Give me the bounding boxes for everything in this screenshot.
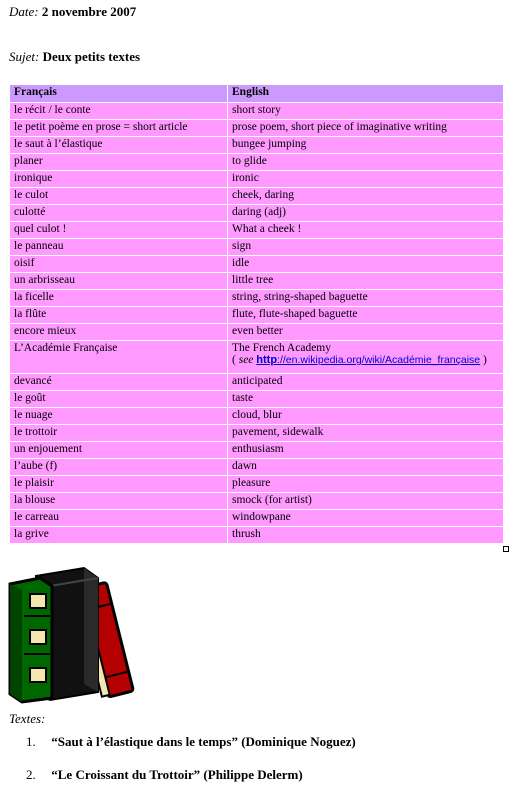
subject-value: Deux petits textes bbox=[42, 49, 141, 64]
table-row bbox=[10, 205, 504, 222]
texts-list bbox=[26, 734, 356, 800]
table-row bbox=[10, 408, 504, 425]
english-cell: windowpane bbox=[228, 510, 504, 527]
column-header-english: English bbox=[228, 85, 504, 103]
french-cell: la flûte bbox=[10, 307, 228, 324]
english-text: The French Academy bbox=[232, 342, 331, 354]
french-cell: encore mieux bbox=[10, 324, 228, 341]
list-item bbox=[26, 767, 356, 800]
table-row bbox=[10, 273, 504, 290]
french-cell: devancé bbox=[10, 374, 228, 391]
english-cell: to glide bbox=[228, 154, 504, 171]
date-label: Date: bbox=[9, 4, 39, 19]
table-row bbox=[10, 290, 504, 307]
table-row bbox=[10, 239, 504, 256]
french-cell: oisif bbox=[10, 256, 228, 273]
english-cell: cloud, blur bbox=[228, 408, 504, 425]
list-item bbox=[26, 734, 356, 767]
french-cell: un enjouement bbox=[10, 442, 228, 459]
table-row bbox=[10, 391, 504, 408]
french-cell: la grive bbox=[10, 527, 228, 544]
english-cell: string, string-shaped baguette bbox=[228, 290, 504, 307]
table-header-row bbox=[10, 85, 504, 103]
french-cell: le petit poème en prose = short article bbox=[10, 120, 228, 137]
table-row-academie bbox=[10, 341, 504, 374]
english-cell: short story bbox=[228, 103, 504, 120]
list-number: 2. bbox=[26, 767, 36, 782]
table-row bbox=[10, 425, 504, 442]
table-row bbox=[10, 324, 504, 341]
french-cell: le carreau bbox=[10, 510, 228, 527]
table-resize-handle[interactable] bbox=[503, 546, 509, 552]
table-row bbox=[10, 476, 504, 493]
link-rest: ://en.wikipedia.org/wiki/Académie_française bbox=[277, 354, 481, 366]
french-cell: un arbrisseau bbox=[10, 273, 228, 290]
table-row bbox=[10, 442, 504, 459]
table-row bbox=[10, 120, 504, 137]
table-row bbox=[10, 307, 504, 324]
english-cell: prose poem, short piece of imaginative writing bbox=[228, 120, 504, 137]
table-row bbox=[10, 493, 504, 510]
french-cell: la ficelle bbox=[10, 290, 228, 307]
english-cell: sign bbox=[228, 239, 504, 256]
english-cell: idle bbox=[228, 256, 504, 273]
table-row bbox=[10, 154, 504, 171]
text-title: “Le Croissant du Trottoir” bbox=[51, 767, 201, 782]
english-cell: cheek, daring bbox=[228, 188, 504, 205]
list-number: 1. bbox=[26, 734, 36, 749]
texts-label: Textes: bbox=[9, 711, 46, 726]
english-cell: enthusiasm bbox=[228, 442, 504, 459]
text-author: (Philippe Delerm) bbox=[203, 767, 303, 782]
english-cell: smock (for artist) bbox=[228, 493, 504, 510]
english-cell: pavement, sidewalk bbox=[228, 425, 504, 442]
see-open: ( bbox=[232, 354, 239, 366]
table-row bbox=[10, 188, 504, 205]
text-author: (Dominique Noguez) bbox=[241, 734, 356, 749]
french-cell: le culot bbox=[10, 188, 228, 205]
subject-line bbox=[9, 49, 140, 65]
french-cell: le récit / le conte bbox=[10, 103, 228, 120]
english-cell: taste bbox=[228, 391, 504, 408]
english-cell: flute, flute-shaped baguette bbox=[228, 307, 504, 324]
french-cell: L’Académie Française bbox=[10, 341, 228, 374]
french-cell: culotté bbox=[10, 205, 228, 222]
french-cell: planer bbox=[10, 154, 228, 171]
see-close: ) bbox=[480, 354, 487, 366]
french-cell: le plaisir bbox=[10, 476, 228, 493]
table-row bbox=[10, 459, 504, 476]
books-clipart-icon bbox=[6, 564, 146, 704]
subject-label: Sujet: bbox=[9, 49, 40, 64]
vocabulary-table bbox=[9, 84, 504, 544]
table-row bbox=[10, 256, 504, 273]
date-value: 2 novembre 2007 bbox=[41, 4, 137, 19]
table-row bbox=[10, 374, 504, 391]
column-header-francais: Français bbox=[10, 85, 228, 103]
french-cell: le panneau bbox=[10, 239, 228, 256]
french-cell: quel culot ! bbox=[10, 222, 228, 239]
english-cell: little tree bbox=[228, 273, 504, 290]
english-cell: dawn bbox=[228, 459, 504, 476]
english-cell: ironic bbox=[228, 171, 504, 188]
table-row bbox=[10, 222, 504, 239]
french-cell: la blouse bbox=[10, 493, 228, 510]
date-line bbox=[9, 4, 136, 20]
text-title: “Saut à l’élastique dans le temps” bbox=[51, 734, 238, 749]
english-cell: What a cheek ! bbox=[228, 222, 504, 239]
french-cell: ironique bbox=[10, 171, 228, 188]
table-row bbox=[10, 137, 504, 154]
english-cell: anticipated bbox=[228, 374, 504, 391]
french-cell: le goût bbox=[10, 391, 228, 408]
english-cell: even better bbox=[228, 324, 504, 341]
table-row bbox=[10, 103, 504, 120]
french-cell: le saut à l’élastique bbox=[10, 137, 228, 154]
english-cell: bungee jumping bbox=[228, 137, 504, 154]
see-word: see bbox=[238, 354, 254, 366]
french-cell: l’aube (f) bbox=[10, 459, 228, 476]
english-cell bbox=[228, 341, 504, 374]
wikipedia-link[interactable] bbox=[256, 354, 480, 366]
table-row bbox=[10, 171, 504, 188]
french-cell: le nuage bbox=[10, 408, 228, 425]
link-http: http bbox=[256, 354, 278, 366]
table-row bbox=[10, 510, 504, 527]
english-cell: daring (adj) bbox=[228, 205, 504, 222]
english-cell: pleasure bbox=[228, 476, 504, 493]
table-row bbox=[10, 527, 504, 544]
english-cell: thrush bbox=[228, 527, 504, 544]
french-cell: le trottoir bbox=[10, 425, 228, 442]
